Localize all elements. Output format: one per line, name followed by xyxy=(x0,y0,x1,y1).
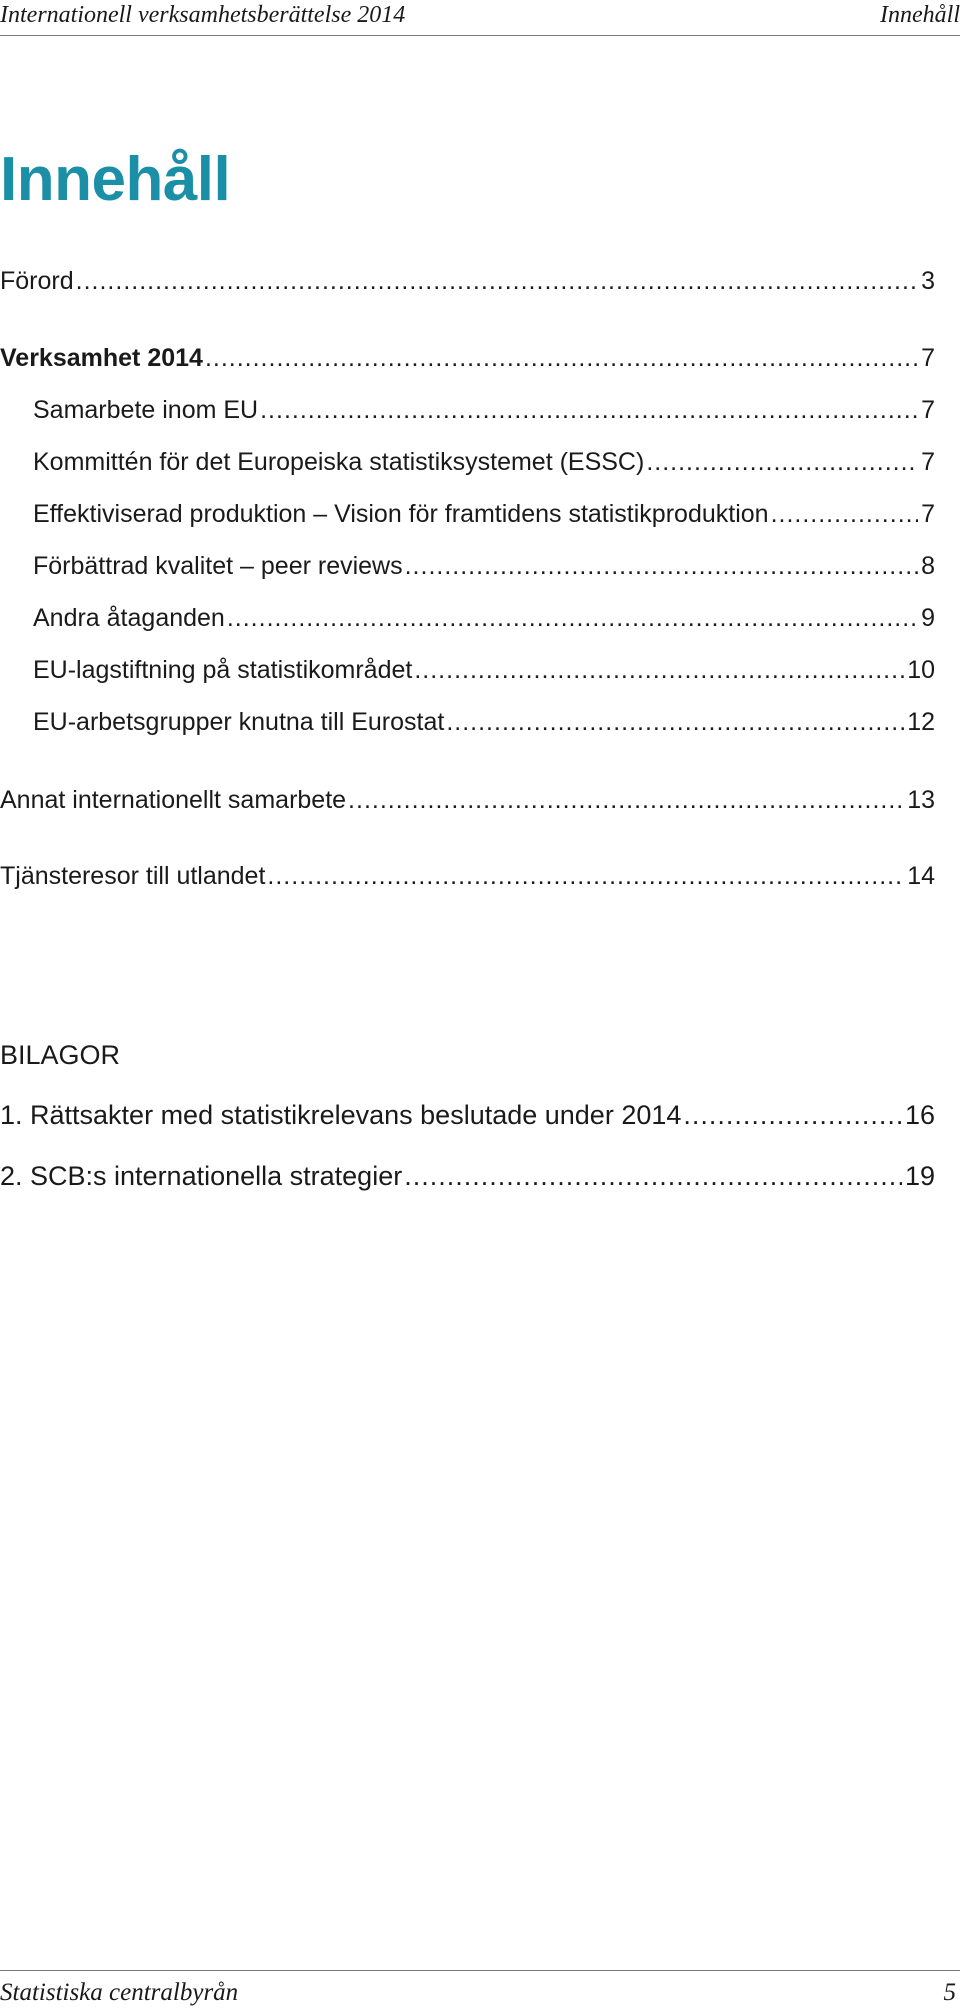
toc-entry-label: Samarbete inom EU xyxy=(33,396,259,424)
dot-leader xyxy=(227,604,918,633)
toc-entry-label: Annat internationellt samarbete xyxy=(0,786,347,814)
toc-entry-samarbete-inom-eu[interactable] xyxy=(33,396,935,425)
toc-entry-page: 13 xyxy=(907,786,935,814)
toc-entry-forord[interactable] xyxy=(0,267,935,296)
toc-entry-appendix-2[interactable] xyxy=(0,1161,935,1192)
toc-entry-page: 7 xyxy=(921,396,935,424)
dot-leader xyxy=(683,1100,902,1131)
toc-entry-label: Effektiviserad produktion – Vision för framtidens statistikproduktion xyxy=(33,500,769,528)
toc-entry-page: 14 xyxy=(907,862,935,890)
toc-entry-page: 19 xyxy=(904,1161,935,1191)
toc-entry-eu-lagstiftning[interactable] xyxy=(33,656,935,685)
toc-entry-label: 1. Rättsakter med statistikrelevans beslutade under 2014 xyxy=(0,1100,682,1130)
footer-page-number: 5 xyxy=(943,1979,956,2006)
appendix-heading: BILAGOR xyxy=(0,1040,121,1070)
dot-leader xyxy=(646,448,918,477)
toc-entry-page: 12 xyxy=(907,708,935,736)
footer-publisher: Statistiska centralbyrån xyxy=(0,1979,239,2006)
toc-entry-page: 7 xyxy=(921,344,935,372)
dot-leader xyxy=(348,786,904,815)
dot-leader xyxy=(260,396,918,425)
toc-entry-page: 8 xyxy=(921,552,935,580)
toc-entry-essc[interactable] xyxy=(33,448,935,477)
toc-entry-appendix-1[interactable] xyxy=(0,1100,935,1131)
toc-entry-verksamhet-2014[interactable] xyxy=(0,344,935,373)
toc-entry-label: Verksamhet 2014 xyxy=(0,344,203,372)
toc-entry-page: 9 xyxy=(921,604,935,632)
toc-entry-label: EU-lagstiftning på statistikområdet xyxy=(33,656,413,684)
toc-entry-page: 7 xyxy=(921,500,935,528)
toc-entry-label: Förbättrad kvalitet – peer reviews xyxy=(33,552,403,580)
dot-leader xyxy=(205,344,918,373)
toc-entry-label: Kommittén för det Europeiska statistiksystemet (ESSC) xyxy=(33,448,645,476)
toc-entry-tjansteresor[interactable] xyxy=(0,862,935,891)
toc-entry-label: EU-arbetsgrupper knutna till Eurostat xyxy=(33,708,445,736)
toc-entry-label: Tjänsteresor till utlandet xyxy=(0,862,266,890)
dot-leader xyxy=(414,656,904,685)
toc-entry-effektiviserad-produktion[interactable] xyxy=(33,500,935,529)
running-header xyxy=(0,0,960,36)
page-title: Innehåll xyxy=(0,145,231,214)
toc-entry-andra-ataganden[interactable] xyxy=(33,604,935,633)
toc-entry-page: 3 xyxy=(921,267,935,295)
header-document-title: Internationell verksamhetsberättelse 2014 xyxy=(0,2,406,28)
toc-entry-label: Förord xyxy=(0,267,74,295)
toc-entry-label: 2. SCB:s internationella strategier xyxy=(0,1161,403,1191)
toc-entry-annat-internationellt-samarbete[interactable] xyxy=(0,786,935,815)
toc-entry-page: 16 xyxy=(904,1100,935,1130)
header-section-title: Innehåll xyxy=(880,2,960,28)
dot-leader xyxy=(405,552,918,581)
toc-entry-label: Andra åtaganden xyxy=(33,604,225,632)
toc-entry-page: 7 xyxy=(921,448,935,476)
dot-leader xyxy=(446,708,904,737)
running-footer xyxy=(0,1970,960,2010)
dot-leader xyxy=(771,500,919,529)
dot-leader xyxy=(267,862,904,891)
dot-leader xyxy=(404,1161,902,1192)
toc-entry-eu-arbetsgrupper[interactable] xyxy=(33,708,935,737)
toc-entry-page: 10 xyxy=(907,656,935,684)
dot-leader xyxy=(76,267,918,296)
toc-entry-forbattrad-kvalitet[interactable] xyxy=(33,552,935,581)
